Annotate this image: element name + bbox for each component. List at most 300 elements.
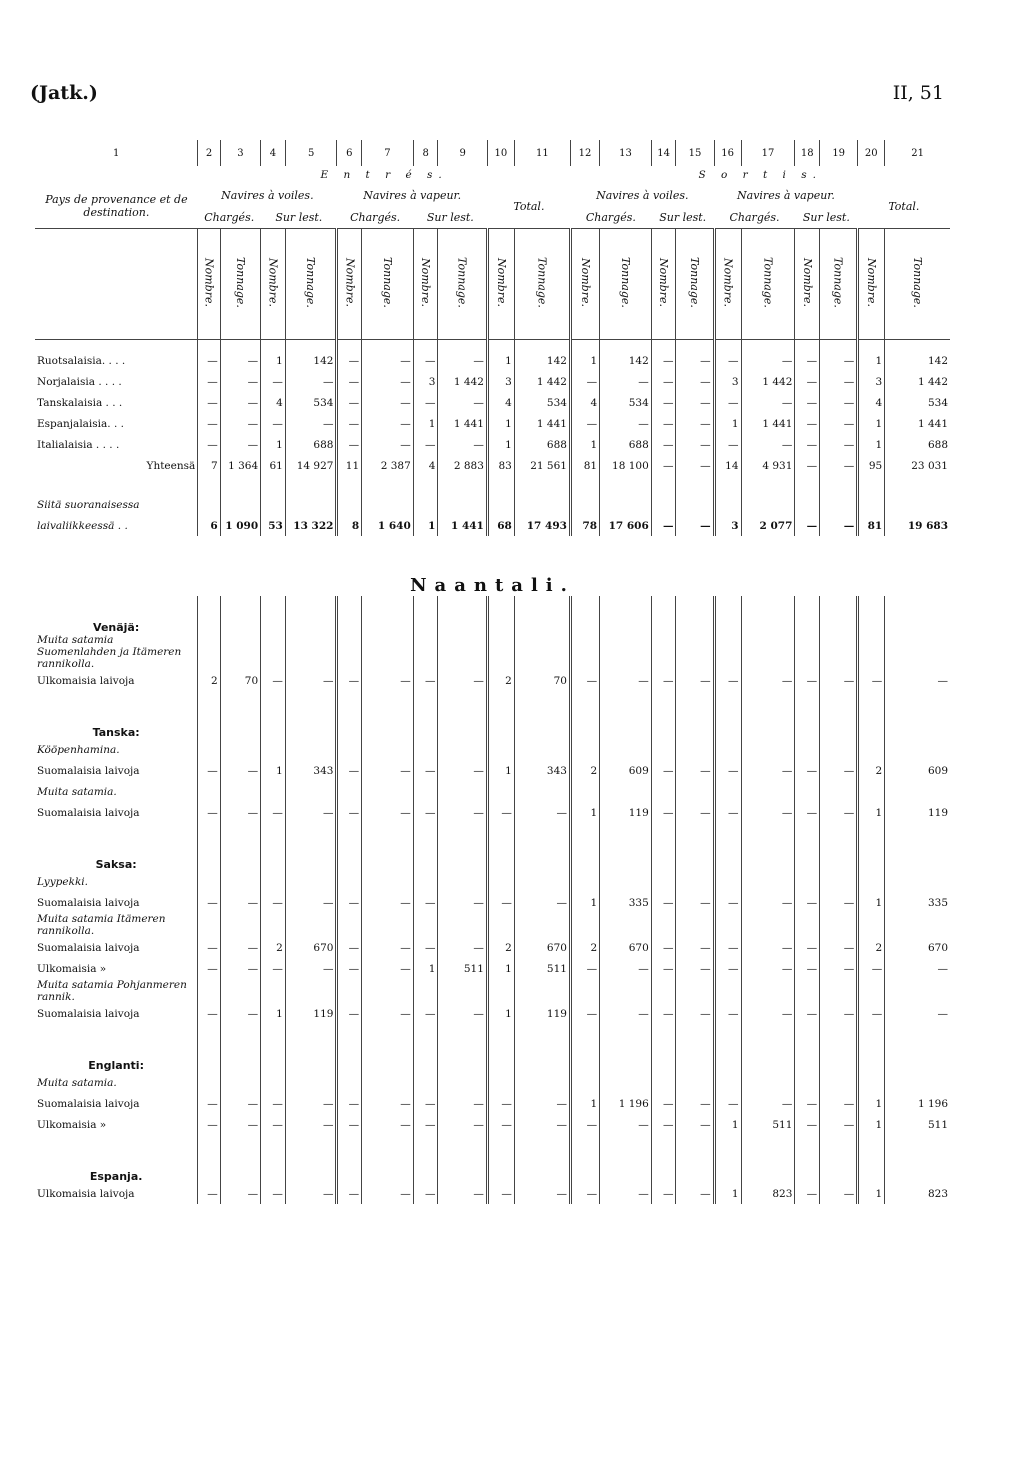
table-cell: — [651, 1183, 676, 1204]
table-cell: — [795, 937, 820, 958]
table-cell: 2 [858, 760, 885, 781]
column-number: 19 [820, 140, 858, 166]
table-cell: 534 [514, 392, 570, 413]
table-cell: — [795, 413, 820, 434]
row-label: Suomalaisia laivoja [37, 941, 140, 954]
table-cell: — [261, 892, 286, 913]
table-cell: 119 [600, 802, 652, 823]
table-cell: — [285, 892, 337, 913]
table-cell: 1 [714, 1114, 741, 1135]
table-cell: — [651, 760, 676, 781]
table-cell: — [741, 937, 795, 958]
column-number: 5 [285, 140, 337, 166]
table-cell: — [413, 802, 438, 823]
table-row [35, 455, 950, 476]
table-cell: — [795, 1093, 820, 1114]
table-row [35, 1093, 950, 1114]
column-number: 9 [438, 140, 487, 166]
nombre-header: Nombre. [419, 258, 433, 307]
table-cell: — [220, 413, 260, 434]
table-cell: — [820, 892, 858, 913]
table-cell: 1 [858, 802, 885, 823]
column-number: 17 [741, 140, 795, 166]
table-cell: 343 [285, 760, 337, 781]
table-cell: — [676, 371, 714, 392]
table-cell: — [741, 760, 795, 781]
nombre-header: Nombre. [202, 258, 216, 307]
table-cell: — [570, 670, 599, 691]
table-cell: 1 441 [438, 413, 487, 434]
table-cell: — [487, 1093, 514, 1114]
table-cell: — [220, 760, 260, 781]
table-cell: — [285, 413, 337, 434]
table-cell: 1 [261, 350, 286, 371]
table-cell: — [337, 802, 362, 823]
table-cell: — [198, 1183, 220, 1204]
table-cell: — [362, 392, 414, 413]
table-cell: 17 493 [514, 515, 570, 536]
table-cell: — [198, 958, 220, 979]
table-cell: — [487, 1114, 514, 1135]
table-cell: — [795, 760, 820, 781]
port-group: Muita satamia. [37, 785, 117, 798]
table-cell: — [795, 958, 820, 979]
table-cell: 511 [438, 958, 487, 979]
table-cell: 1 441 [514, 413, 570, 434]
table-row [35, 937, 950, 958]
table-row [35, 892, 950, 913]
table-cell: 142 [600, 350, 652, 371]
table-cell: — [651, 350, 676, 371]
country-name: Englanti: [88, 1059, 144, 1072]
table-cell: — [514, 1183, 570, 1204]
table-row [35, 1183, 950, 1204]
column-number: 13 [600, 140, 652, 166]
table-cell: 1 441 [885, 413, 950, 434]
table-cell: 19 683 [885, 515, 950, 536]
table-cell: — [820, 670, 858, 691]
table-cell: 1 [858, 1114, 885, 1135]
table-cell: — [487, 1183, 514, 1204]
table-cell: — [600, 413, 652, 434]
table-cell: 511 [514, 958, 570, 979]
table-cell: — [487, 892, 514, 913]
table-cell: 335 [885, 892, 950, 913]
table-cell: — [858, 670, 885, 691]
table-cell: 1 [261, 1003, 286, 1024]
table-cell: — [514, 1114, 570, 1135]
table-cell: — [600, 958, 652, 979]
table-cell: — [413, 1093, 438, 1114]
row-label: Espanjalaisia. . . [37, 417, 124, 430]
table-cell: 1 640 [362, 515, 414, 536]
port-group: Muita satamia Pohjanmeren rannik. [37, 979, 187, 1003]
table-cell: — [487, 802, 514, 823]
table-cell: — [651, 802, 676, 823]
column-number: 12 [570, 140, 599, 166]
table-cell: — [820, 802, 858, 823]
table-cell: — [714, 392, 741, 413]
table-cell: 1 [413, 413, 438, 434]
table-cell: 119 [514, 1003, 570, 1024]
table-cell: 609 [600, 760, 652, 781]
table-cell: — [676, 1093, 714, 1114]
table-cell: — [220, 350, 260, 371]
table-cell: — [413, 1003, 438, 1024]
total-sorties: Total. [888, 199, 920, 213]
tonnage-header: Tonnage. [304, 257, 318, 308]
table-cell: 4 [261, 392, 286, 413]
column-number: 21 [885, 140, 950, 166]
table-cell: — [651, 515, 676, 536]
charges-label: Chargés. [350, 210, 401, 224]
siita-label: Siitä suoranaisessa [37, 498, 140, 511]
table-cell: 2 [858, 937, 885, 958]
table-cell: 6 [198, 515, 220, 536]
table-cell: — [676, 1183, 714, 1204]
table-row [35, 1114, 950, 1135]
table-cell: 17 606 [600, 515, 652, 536]
table-cell: 1 [570, 350, 599, 371]
table-cell: — [413, 670, 438, 691]
row-label: Suomalaisia laivoja [37, 1097, 140, 1110]
table-row [35, 802, 950, 823]
table-cell: — [362, 802, 414, 823]
table-cell: — [285, 371, 337, 392]
table-cell: — [337, 392, 362, 413]
column-number: 18 [795, 140, 820, 166]
table-cell: — [413, 937, 438, 958]
table-cell: — [198, 1003, 220, 1024]
table-cell: — [285, 670, 337, 691]
table-cell: — [676, 892, 714, 913]
table-cell: 1 [858, 350, 885, 371]
nombre-header: Nombre. [657, 258, 671, 307]
table-row [35, 350, 950, 371]
table-cell: — [820, 1093, 858, 1114]
table-cell: — [714, 937, 741, 958]
row-label: Suomalaisia laivoja [37, 1007, 140, 1020]
table-cell: — [714, 350, 741, 371]
table-cell: 1 [858, 413, 885, 434]
sur-lest-label: Sur lest. [659, 210, 707, 224]
entres-label: E n t r é s. [320, 169, 448, 181]
table-cell: — [220, 937, 260, 958]
table-cell: — [337, 1183, 362, 1204]
table-cell: — [198, 350, 220, 371]
table-cell: — [198, 371, 220, 392]
table-cell: — [676, 958, 714, 979]
nombre-header: Nombre. [266, 258, 280, 307]
table-cell: — [514, 892, 570, 913]
column-number: 16 [714, 140, 741, 166]
tonnage-header: Tonnage. [233, 257, 247, 308]
table-cell: — [438, 350, 487, 371]
table-cell: 8 [337, 515, 362, 536]
table-cell: 14 927 [285, 455, 337, 476]
table-cell: — [362, 413, 414, 434]
nombre-header: Nombre. [494, 258, 508, 307]
table-cell: — [261, 371, 286, 392]
table-cell: 21 561 [514, 455, 570, 476]
table-cell: — [362, 434, 414, 455]
row-label: Italialaisia . . . . [37, 438, 120, 451]
row-label: Tanskalaisia . . . [37, 396, 123, 409]
table-cell: — [795, 350, 820, 371]
table-cell: — [285, 1114, 337, 1135]
table-cell: — [438, 937, 487, 958]
table-cell: — [858, 1003, 885, 1024]
column-number: 10 [487, 140, 514, 166]
table-cell: 2 [198, 670, 220, 691]
row-label: Ulkomaisia » [37, 962, 107, 975]
table-cell: — [438, 802, 487, 823]
port-group: Kööpenhamina. [37, 743, 120, 756]
column-number: 8 [413, 140, 438, 166]
table-row [35, 760, 950, 781]
table-cell: — [651, 392, 676, 413]
column-number: 20 [858, 140, 885, 166]
table-cell: — [413, 1114, 438, 1135]
tonnage-header: Tonnage. [831, 257, 845, 308]
table-cell: — [413, 434, 438, 455]
table-cell: — [820, 958, 858, 979]
table-cell: — [362, 1183, 414, 1204]
table-cell: 1 442 [741, 371, 795, 392]
table-cell: — [261, 958, 286, 979]
table-cell: — [600, 1114, 652, 1135]
charges-label: Chargés. [729, 210, 780, 224]
table-cell: — [261, 413, 286, 434]
sorties-label: S o r t i s. [698, 169, 822, 181]
table-cell: — [600, 371, 652, 392]
row-label: Ulkomaisia laivoja [37, 1187, 135, 1200]
table-cell: — [795, 371, 820, 392]
table-cell: — [651, 892, 676, 913]
table-cell: — [337, 413, 362, 434]
table-cell: 1 [487, 958, 514, 979]
table-cell: — [570, 1003, 599, 1024]
table-cell: — [220, 1183, 260, 1204]
table-cell: — [198, 413, 220, 434]
table-cell: — [676, 1003, 714, 1024]
nombre-header: Nombre. [800, 258, 814, 307]
tonnage-header: Tonnage. [618, 257, 632, 308]
table-cell: 688 [514, 434, 570, 455]
table-cell: — [676, 392, 714, 413]
table-cell: — [820, 1114, 858, 1135]
table-cell: — [220, 392, 260, 413]
table-cell: 68 [487, 515, 514, 536]
port-group: Muita satamia. [37, 1076, 117, 1089]
table-cell: 61 [261, 455, 286, 476]
table-cell: 2 [570, 760, 599, 781]
table-cell: — [600, 1003, 652, 1024]
table-cell: — [285, 1183, 337, 1204]
table-cell: — [651, 1093, 676, 1114]
table-cell: — [651, 1114, 676, 1135]
nombre-header: Nombre. [865, 258, 879, 307]
table-cell: — [362, 937, 414, 958]
table-cell: — [741, 670, 795, 691]
table-cell: — [795, 455, 820, 476]
navires-vapeur-entres: Navires à vapeur. [363, 188, 462, 202]
table-cell: — [858, 958, 885, 979]
table-cell: — [337, 1114, 362, 1135]
table-cell: — [676, 350, 714, 371]
table-cell: 1 [714, 1183, 741, 1204]
table-cell: — [795, 392, 820, 413]
table-cell: 1 [858, 434, 885, 455]
table-cell: 70 [514, 670, 570, 691]
table-cell: — [795, 1003, 820, 1024]
table-cell: 4 931 [741, 455, 795, 476]
country-name: Saksa: [95, 858, 137, 871]
table-cell: — [741, 392, 795, 413]
table-cell: 670 [514, 937, 570, 958]
table-cell: — [820, 760, 858, 781]
table-cell: 688 [285, 434, 337, 455]
table-cell: 81 [570, 455, 599, 476]
table-row [35, 371, 950, 392]
column-number: 3 [220, 140, 260, 166]
table-cell: — [285, 958, 337, 979]
table-cell: — [651, 413, 676, 434]
table-cell: — [362, 371, 414, 392]
sur-lest-label: Sur lest. [802, 210, 850, 224]
table-cell: 1 441 [741, 413, 795, 434]
column-number: 14 [651, 140, 676, 166]
table-cell: — [676, 434, 714, 455]
table-cell: — [438, 1114, 487, 1135]
row-label: Ruotsalaisia. . . . [37, 354, 126, 367]
table-cell: 1 [261, 434, 286, 455]
table-cell: 343 [514, 760, 570, 781]
table-cell: — [676, 937, 714, 958]
tonnage-header: Tonnage. [761, 257, 775, 308]
table-cell: 688 [885, 434, 950, 455]
table-cell: — [651, 670, 676, 691]
table-body [35, 340, 950, 1205]
table-cell: — [362, 958, 414, 979]
table-cell: — [714, 670, 741, 691]
table-cell: 4 [858, 392, 885, 413]
table-cell: — [714, 434, 741, 455]
table-cell: 1 [261, 760, 286, 781]
row-label: Suomalaisia laivoja [37, 764, 140, 777]
table-cell: — [220, 434, 260, 455]
table-cell: 1 196 [600, 1093, 652, 1114]
row-label [35, 596, 198, 604]
row-label-header: Pays de provenance et de destination. [45, 193, 188, 219]
table-cell: — [220, 892, 260, 913]
column-number: 4 [261, 140, 286, 166]
table-cell: — [438, 1003, 487, 1024]
table-cell: — [220, 958, 260, 979]
table-cell: 609 [885, 760, 950, 781]
table-cell: — [820, 434, 858, 455]
tonnage-header: Tonnage. [455, 257, 469, 308]
table-cell: 3 [487, 371, 514, 392]
table-cell: 23 031 [885, 455, 950, 476]
table-cell: 2 077 [741, 515, 795, 536]
row-label [35, 476, 198, 494]
tonnage-header: Tonnage. [911, 257, 925, 308]
column-numbers-row [35, 140, 950, 166]
table-cell: 95 [858, 455, 885, 476]
table-cell: — [651, 958, 676, 979]
table-row [35, 434, 950, 455]
table-cell: — [438, 392, 487, 413]
table-cell: — [362, 670, 414, 691]
table-cell: 534 [885, 392, 950, 413]
table-cell: — [885, 958, 950, 979]
table-cell: 688 [600, 434, 652, 455]
table-cell: — [676, 515, 714, 536]
table-cell: — [741, 958, 795, 979]
column-number: 7 [362, 140, 414, 166]
table-cell: 1 [858, 1183, 885, 1204]
table-cell: — [651, 434, 676, 455]
table-cell: 670 [600, 937, 652, 958]
table-cell: — [198, 392, 220, 413]
table-cell: — [285, 1093, 337, 1114]
table-cell: — [514, 802, 570, 823]
table-cell: — [337, 371, 362, 392]
table-cell: — [676, 413, 714, 434]
table-cell: — [741, 434, 795, 455]
table-cell: — [362, 1114, 414, 1135]
navires-voiles-sorties: Navires à voiles. [596, 188, 689, 202]
table-cell: — [362, 1093, 414, 1114]
table-cell: 534 [600, 392, 652, 413]
table-cell: 823 [741, 1183, 795, 1204]
table-cell: — [198, 1114, 220, 1135]
table-cell: — [220, 371, 260, 392]
table-cell: — [413, 892, 438, 913]
table-cell: — [714, 1003, 741, 1024]
table-cell: — [795, 802, 820, 823]
table-cell: — [570, 413, 599, 434]
row-label [35, 1135, 198, 1153]
table-cell: 1 [487, 1003, 514, 1024]
table-cell: 83 [487, 455, 514, 476]
table-cell: — [261, 670, 286, 691]
table-cell: 4 [487, 392, 514, 413]
table-cell: — [438, 760, 487, 781]
table-cell: — [337, 937, 362, 958]
table-cell: 1 [487, 760, 514, 781]
table-cell: 119 [885, 802, 950, 823]
table-cell: 2 [570, 937, 599, 958]
table-cell: 2 387 [362, 455, 414, 476]
navires-voiles-entres: Navires à voiles. [221, 188, 314, 202]
table-cell: — [261, 1114, 286, 1135]
table-cell: 142 [885, 350, 950, 371]
table-cell: 823 [885, 1183, 950, 1204]
nombre-header: Nombre. [721, 258, 735, 307]
statistics-table [35, 140, 950, 1204]
nombre-header: Nombre. [579, 258, 593, 307]
column-number: 15 [676, 140, 714, 166]
table-cell: — [820, 371, 858, 392]
port-group: Lyypekki. [37, 875, 89, 888]
table-cell: 3 [714, 371, 741, 392]
table-cell: 1 [487, 413, 514, 434]
table-cell: — [885, 1003, 950, 1024]
table-cell: — [261, 1093, 286, 1114]
table-cell: — [438, 1183, 487, 1204]
